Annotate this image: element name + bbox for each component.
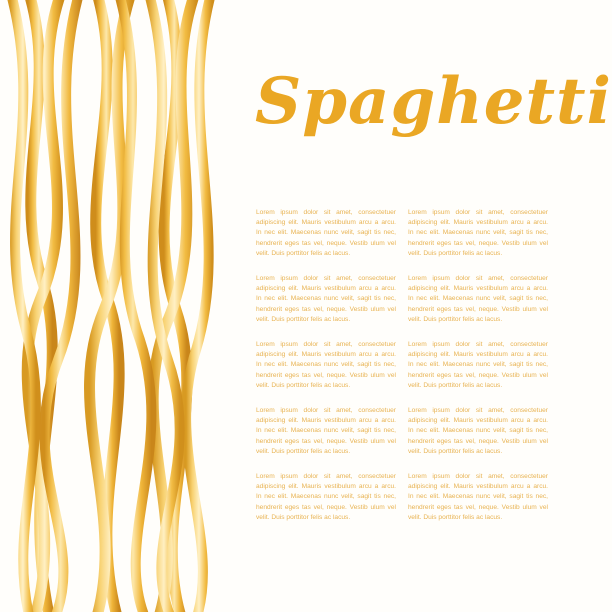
page-title: Spaghetti bbox=[255, 64, 612, 139]
paragraph-row bbox=[256, 274, 548, 325]
paragraph-row bbox=[256, 208, 548, 259]
paragraph: Lorem ipsum dolor sit amet, consectetuer adipiscing elit. Mauris vestibulum arcu a arcu. In nec elit. Maecenas nunc velit, sagit tis nec, hendrerit eges tas vel, neque. Vestib ulum vel velit. Duis porttitor felis ac lacus. bbox=[408, 341, 548, 389]
paragraph: Lorem ipsum dolor sit amet, consectetuer adipiscing elit. Mauris vestibulum arcu a arcu. In nec elit. Maecenas nunc velit, sagit tis nec, hendrerit eges tas vel, neque. Vestib ulum vel velit. Duis porttitor felis ac lacus. bbox=[408, 473, 548, 521]
spaghetti-strands-illustration bbox=[0, 0, 250, 612]
paragraph: Lorem ipsum dolor sit amet, consectetuer adipiscing elit. Mauris vestibulum arcu a arcu. In nec elit. Maecenas nunc velit, sagit tis nec, hendrerit eges tas vel, neque. Vestib ulum vel velit. Duis porttitor felis ac lacus. bbox=[408, 407, 548, 455]
paragraph: Lorem ipsum dolor sit amet, consectetuer adipiscing elit. Mauris vestibulum arcu a arcu. In nec elit. Maecenas nunc velit, sagit tis nec, hendrerit eges tas vel, neque. Vestib ulum vel velit. Duis porttitor felis ac lacus. bbox=[408, 275, 548, 323]
paragraph-row bbox=[256, 340, 548, 391]
body-copy bbox=[256, 208, 548, 523]
paragraph: Lorem ipsum dolor sit amet, consectetuer adipiscing elit. Mauris vestibulum arcu a arcu. In nec elit. Maecenas nunc velit, sagit tis nec, hendrerit eges tas vel, neque. Vestib ulum vel velit. Duis porttitor felis ac lacus. bbox=[256, 407, 396, 455]
paragraph-row bbox=[256, 472, 548, 523]
paragraph-row bbox=[256, 406, 548, 457]
paragraph: Lorem ipsum dolor sit amet, consectetuer adipiscing elit. Mauris vestibulum arcu a arcu. In nec elit. Maecenas nunc velit, sagit tis nec, hendrerit eges tas vel, neque. Vestib ulum vel velit. Duis porttitor felis ac lacus. bbox=[408, 209, 548, 257]
paragraph: Lorem ipsum dolor sit amet, consectetuer adipiscing elit. Mauris vestibulum arcu a arcu. In nec elit. Maecenas nunc velit, sagit tis nec, hendrerit eges tas vel, neque. Vestib ulum vel velit. Duis porttitor felis ac lacus. bbox=[256, 275, 396, 323]
spaghetti-svg bbox=[0, 0, 250, 612]
paragraph: Lorem ipsum dolor sit amet, consectetuer adipiscing elit. Mauris vestibulum arcu a arcu. In nec elit. Maecenas nunc velit, sagit tis nec, hendrerit eges tas vel, neque. Vestib ulum vel velit. Duis porttitor felis ac lacus. bbox=[256, 209, 396, 257]
paragraph: Lorem ipsum dolor sit amet, consectetuer adipiscing elit. Mauris vestibulum arcu a arcu. In nec elit. Maecenas nunc velit, sagit tis nec, hendrerit eges tas vel, neque. Vestib ulum vel velit. Duis porttitor felis ac lacus. bbox=[256, 473, 396, 521]
paragraph: Lorem ipsum dolor sit amet, consectetuer adipiscing elit. Mauris vestibulum arcu a arcu. In nec elit. Maecenas nunc velit, sagit tis nec, hendrerit eges tas vel, neque. Vestib ulum vel velit. Duis porttitor felis ac lacus. bbox=[256, 341, 396, 389]
